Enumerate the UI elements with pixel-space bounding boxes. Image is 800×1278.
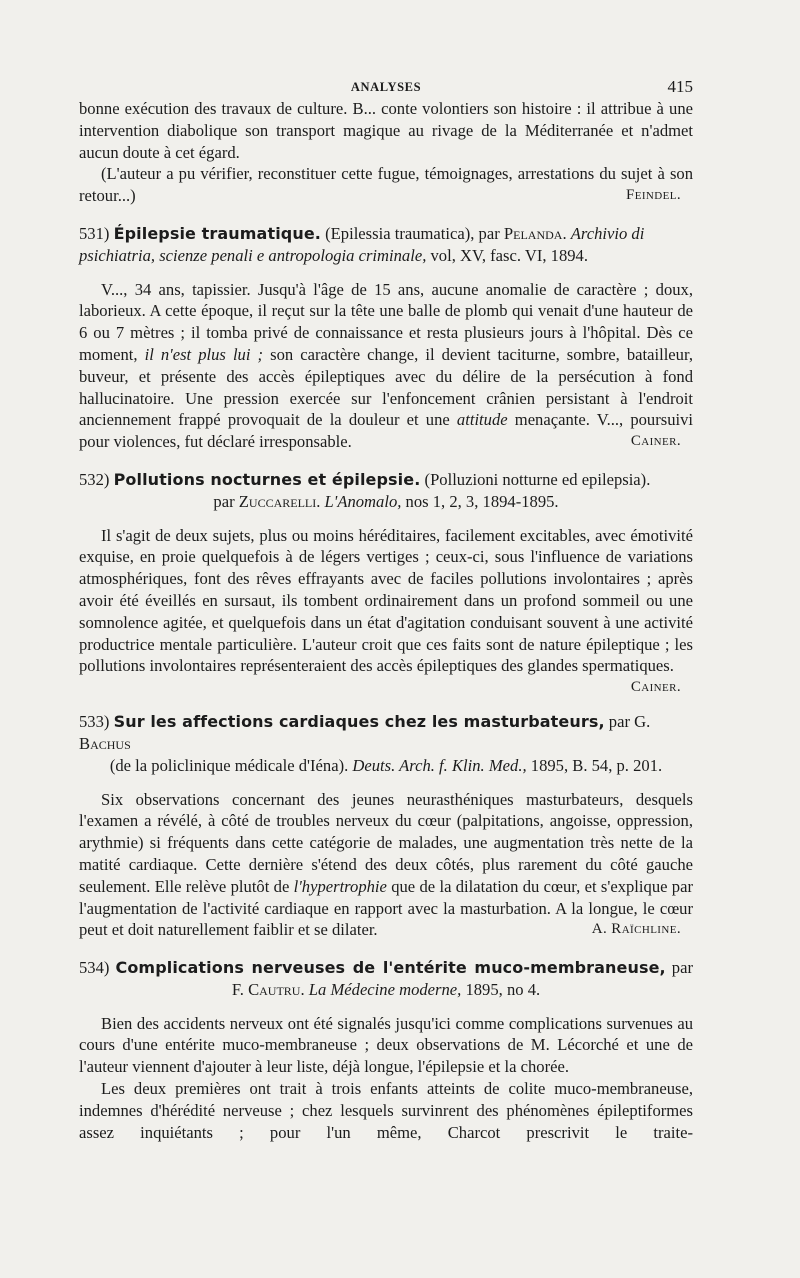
entry-heading (79, 469, 693, 513)
page (79, 72, 693, 1143)
entry-heading-text (79, 223, 693, 267)
entry-534 (79, 957, 693, 1143)
running-title: ANALYSES (350, 80, 422, 94)
entry-body: V..., 34 ans, tapissier. Jusqu'à l'âge de 15 ans, aucune anomalie de caractère ; doux, laborieux. A cette époque, il reçut sur la tête une balle de plomb qui venait d'une hauteur de 6 ou 7 mètres ; il tomba privé de connaissance et resta plusieurs jours à l'hôpital. Dès ce moment, il n'est plus lui ; son caractère change, il devient taciturne, sombre, batailleur, buveur, et présente des accès épileptiques avec du délire de la persécution à fond hallucinatoire. Une pression exercée sur l'enfoncement crânien persistant à l'endroit anciennement frappé provoquait de la douleur et une attitude menaçante. V..., poursuivi pour violences, fut déclaré irresponsable. Cainer. (79, 279, 694, 452)
entry-body: Bien des accidents nerveux ont été signalés jusqu'ici comme complications survenues au cours d'une entérite muco-membraneuse ; deux observations de M. Lécorché et une de l'auteur viennent d'ajouter à leur liste, déjà longue, l'épilepsie et la chorée. (79, 1013, 693, 1077)
entry-number: 534) (79, 958, 110, 978)
source-details: 1895, no 4. (461, 979, 541, 999)
source-title: Deuts. Arch. f. Klin. Med., (352, 755, 527, 775)
author: Zuccarelli. (238, 491, 321, 511)
entry-heading (79, 957, 693, 1001)
entry-heading-line-2: par Zuccarelli. L'Anomalo, nos 1, 2, 3, 1894-1895. (213, 491, 559, 511)
source-title: Archivio di psichiatria, scienze penali e antropologia criminale, (79, 223, 645, 265)
entry-body: Six observations concernant des jeunes neurasthéniques masturbateurs, desquels l'examen a révélé, à côté de troubles nerveux du cœur (palpitations, angoisse, oppression, arythmie) si fréquents dans cette catégorie de malades, une augmentation très nette de la matité cardiaque. Cette dernière s'étend des deux côtés, plus rarement du côté gauche seulement. Elle relève plutôt de l'hypertrophie que de la dilatation du cœur, et s'explique par l'augmentation de l'activité cardiaque en rapport avec la masturbation. A la longue, le cœur peut et doit naturellement faiblir et se dilater. A. Raïchline. (79, 789, 693, 940)
continuation-block (79, 98, 693, 207)
entry-heading (79, 223, 693, 267)
entry-heading-line-2: (de la policlinique médicale d'Iéna). Deuts. Arch. f. Klin. Med., 1895, B. 54, p. 201. (109, 755, 663, 775)
entry-heading (79, 711, 693, 776)
entry-body: Il s'agit de deux sujets, plus ou moins héréditaires, facilement excitables, avec émotivité exquise, en proie quelquefois à de légers vertiges ; ceux-ci, sous l'influence de variations atmosphériques, font des rêves effrayants avec de faciles pollutions involontaires ; après avoir été éveillés en sursaut, ils tombent ordinairement dans un profond sommeil ou une somnolence agitée, et quelquefois dans un état d'agitation conduisant souvent à une activité productrice mentale particulière. L'auteur croit que ces faits sont de nature épileptique ; les pollutions involontaires représenteraient des accès épileptiques des glandes spermatiques. (79, 525, 693, 676)
source-details: 1895, B. 54, p. 201. (526, 755, 663, 775)
entry-number: 533) (79, 712, 110, 732)
entry-heading-line-1: 533) Sur les affections cardiaques chez les masturbateurs, par G. Bachus (79, 712, 651, 753)
source-title: L'Anomalo, (324, 491, 402, 511)
original-title: (Epilessia traumatica), par (325, 223, 504, 243)
source-details: nos 1, 2, 3, 1894-1895. (401, 491, 559, 511)
entry-number: 532) (79, 469, 110, 489)
entry-heading-line-1 (79, 469, 693, 491)
entry-title: Pollutions nocturnes et épilepsie. (113, 469, 421, 489)
entry-heading-line-2: F. Cautru. La Médecine moderne, 1895, no 4. (231, 979, 541, 999)
entry-533 (79, 711, 693, 941)
running-head (79, 72, 693, 98)
entry-body-2: Les deux premières ont trait à trois enfants atteints de colite muco-membraneuse, indemnes d'hérédité nerveuse ; chez lesquels survinrent des phénomènes épileptiformes assez inquiétants ; pour l'un même, Charcot prescrivit le traite- (79, 1079, 693, 1142)
signature: Cainer. (630, 679, 681, 696)
continuation-paragraph: bonne exécution des travaux de culture. B... conte volontiers son histoire : il attribue à une intervention diabolique son transport magique au rivage de la Méditerranée et n'admet aucun doute à cet égard. (79, 99, 693, 162)
entry-title: Complications nerveuses de l'entérite muco-membraneuse, (115, 958, 666, 978)
signature: Feindel. (625, 187, 681, 204)
source-details: vol, XV, fasc. VI, 1894. (426, 245, 588, 265)
entry-title: Épilepsie traumatique. (113, 223, 321, 243)
entry-title: Sur les affections cardiaques chez les masturbateurs, (113, 712, 605, 732)
original-title: (Polluzioni notturne ed epilepsia). (420, 469, 651, 489)
author: Bachus (79, 733, 131, 753)
signature: Cainer. (630, 433, 681, 450)
signature: A. Raïchline. (591, 921, 681, 938)
page-number: 415 (667, 77, 693, 96)
continuation-paragraph-2: (L'auteur a pu vérifier, reconstituer cette fugue, témoignages, arrestations du sujet à son retour...) Feindel. (79, 164, 693, 206)
author: Cautru. (248, 979, 305, 999)
entry-heading-line-1: 534) Complications nerveuses de l'entérite muco-membraneuse, par (79, 958, 693, 978)
entry-number: 531) (79, 223, 110, 243)
entry-532 (79, 469, 693, 697)
source-title: La Médecine moderne, (308, 979, 462, 999)
author: Pelanda. (503, 223, 567, 243)
entry-531 (79, 223, 693, 453)
